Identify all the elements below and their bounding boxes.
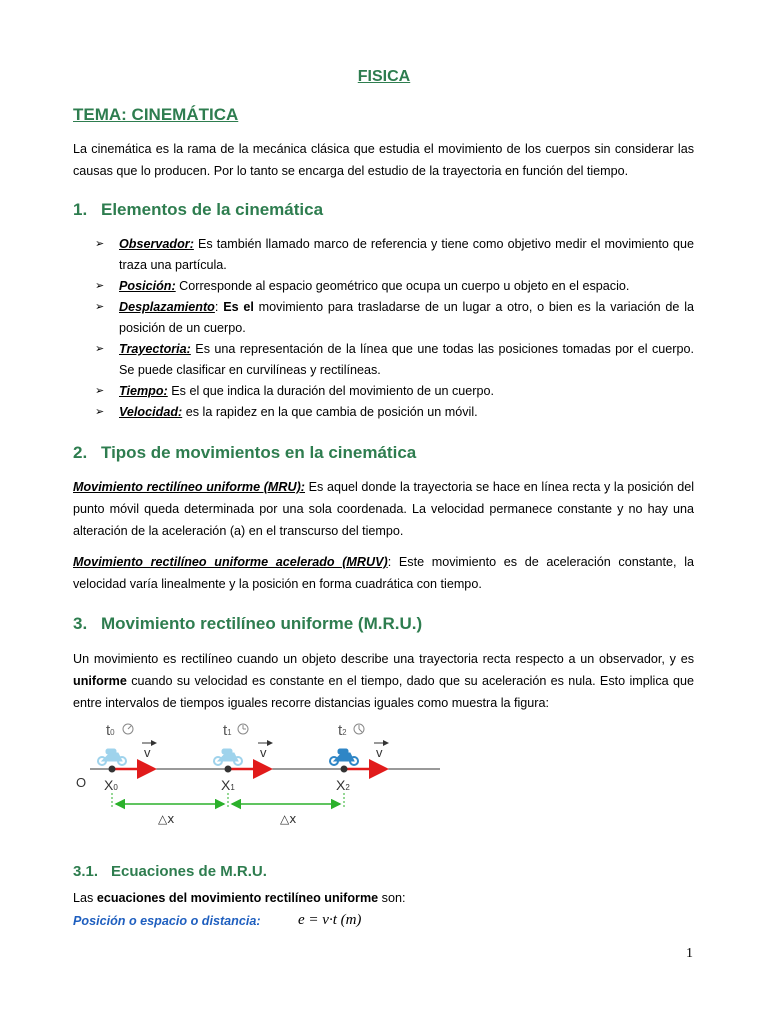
position-point bbox=[225, 766, 232, 773]
section-1-heading bbox=[73, 200, 323, 220]
document-title: FISICA bbox=[357, 68, 411, 85]
position-point bbox=[341, 766, 348, 773]
subsection-3-1-heading bbox=[73, 863, 267, 880]
instant-0 bbox=[98, 722, 156, 793]
definition: es la rapidez en la que cambia de posición un móvil. bbox=[182, 405, 478, 419]
clock-icon bbox=[123, 724, 133, 734]
section-title: Ecuaciones de M.R.U. bbox=[111, 863, 267, 880]
term: Observador: bbox=[119, 237, 194, 251]
mru-description-paragraph bbox=[73, 648, 694, 714]
position-point bbox=[109, 766, 116, 773]
definition: movimiento para trasladarse de un lugar a otro, o bien es la variación de la posición de un cuerpo. bbox=[119, 300, 695, 335]
text: cuando su velocidad es constante en el tiempo, dado que su aceleración es nula. Esto implica que entre intervalos de tiempos iguales recorre distancias iguales como muestra la figura: bbox=[73, 674, 694, 710]
list-item bbox=[95, 234, 694, 276]
arrow-bullet-icon: ➢ bbox=[95, 343, 105, 355]
section-number: 1. bbox=[73, 200, 88, 219]
text: Un movimiento es rectilíneo cuando un objeto describe una trayectoria recta respecto a un observador, y es bbox=[73, 652, 694, 666]
origin-label: O bbox=[76, 775, 87, 790]
velocity-label: v bbox=[144, 745, 151, 760]
section-title: Tipos de movimientos en la cinemática bbox=[101, 443, 417, 462]
position-label: X1 bbox=[221, 777, 235, 793]
instant-1 bbox=[214, 722, 272, 793]
motorcycle-icon bbox=[214, 749, 242, 765]
position-formula: e = v·t (m) bbox=[298, 912, 362, 928]
term: Velocidad: bbox=[119, 405, 183, 419]
motorcycle-icon bbox=[330, 749, 358, 765]
topic-heading: TEMA: CINEMÁTICA bbox=[73, 105, 239, 124]
separator: : bbox=[214, 300, 224, 314]
definition: Es el que indica la duración del movimiento de un cuerpo. bbox=[167, 384, 494, 398]
equations-intro bbox=[73, 887, 694, 909]
section-3-heading bbox=[73, 614, 422, 634]
section-title: Movimiento rectilíneo uniforme (M.R.U.) bbox=[101, 614, 423, 633]
clock-icon bbox=[354, 724, 364, 734]
term: Desplazamiento bbox=[119, 300, 215, 314]
definition: Es una representación de la línea que une todas las posiciones tomadas por el cuerpo. Se puede clasificar en curvilíneas y rectilíneas. bbox=[119, 342, 694, 377]
term: Trayectoria: bbox=[119, 342, 191, 356]
arrow-bullet-icon: ➢ bbox=[95, 385, 105, 397]
term: Movimiento rectilíneo uniforme (MRU): bbox=[73, 480, 305, 494]
page-number: 1 bbox=[686, 946, 693, 961]
time-label: t0 bbox=[106, 722, 115, 739]
list-item bbox=[95, 297, 694, 339]
arrow-bullet-icon: ➢ bbox=[95, 301, 105, 313]
intro-paragraph: La cinemática es la rama de la mecánica clásica que estudia el movimiento de los cuerpos sin considerar las causas que lo producen. Por lo tanto se encarga del estudio de la trayectoria en función del tiempo. bbox=[73, 142, 694, 178]
position-label: X2 bbox=[336, 777, 350, 793]
definition: Es también llamado marco de referencia y tiene como objetivo medir el movimiento que traza una partícula. bbox=[119, 237, 694, 272]
section-2-heading bbox=[73, 443, 416, 463]
definition: Es aquel donde la trayectoria se hace en línea recta y la posición del punto móvil queda determinada por una sola coordenada. La velocidad permanece constante y no hay una alteración de la aceleración (a) en el transcurso del tiempo. bbox=[73, 480, 695, 538]
instant-2 bbox=[330, 722, 388, 793]
arrow-bullet-icon: ➢ bbox=[95, 238, 105, 250]
definition: Corresponde al espacio geométrico que ocupa un cuerpo u objeto en el espacio. bbox=[175, 279, 630, 293]
arrow-bullet-icon: ➢ bbox=[95, 280, 105, 292]
list-item bbox=[95, 276, 694, 297]
time-label: t2 bbox=[338, 722, 347, 739]
delta-x-label: △x bbox=[158, 812, 175, 826]
section-number: 2. bbox=[73, 443, 88, 462]
term: Tiempo: bbox=[119, 384, 168, 398]
position-label: X0 bbox=[104, 777, 118, 793]
arrow-bullet-icon: ➢ bbox=[95, 406, 105, 418]
motorcycle-icon bbox=[98, 749, 126, 765]
bold-text: ecuaciones del movimiento rectilíneo uniforme bbox=[96, 891, 379, 905]
mruv-paragraph bbox=[73, 551, 694, 595]
list-item bbox=[95, 402, 694, 423]
text: son: bbox=[378, 891, 406, 905]
bold-text: uniforme bbox=[73, 674, 127, 688]
definition: : Este movimiento es de aceleración constante, la velocidad varía linealmente y la posición en forma cuadrática con tiempo. bbox=[73, 555, 694, 591]
section-number: 3.1. bbox=[73, 863, 99, 880]
mru-figure bbox=[70, 715, 450, 830]
time-label: t1 bbox=[223, 722, 232, 739]
bold-text: Es el bbox=[223, 300, 254, 314]
mru-paragraph bbox=[73, 476, 694, 542]
delta-x-label: △x bbox=[280, 812, 297, 826]
clock-icon bbox=[238, 724, 248, 734]
text: Las bbox=[73, 891, 97, 905]
section-title: Elementos de la cinemática bbox=[101, 200, 324, 219]
elements-list bbox=[95, 234, 694, 423]
velocity-label: v bbox=[260, 745, 267, 760]
term: Movimiento rectilíneo uniforme acelerado (MRUV) bbox=[73, 555, 388, 569]
section-number: 3. bbox=[73, 614, 88, 633]
formula-label: Posición o espacio o distancia: bbox=[73, 914, 261, 928]
velocity-label: v bbox=[376, 745, 383, 760]
list-item bbox=[95, 339, 694, 381]
term: Posición: bbox=[119, 279, 176, 293]
list-item bbox=[95, 381, 694, 402]
